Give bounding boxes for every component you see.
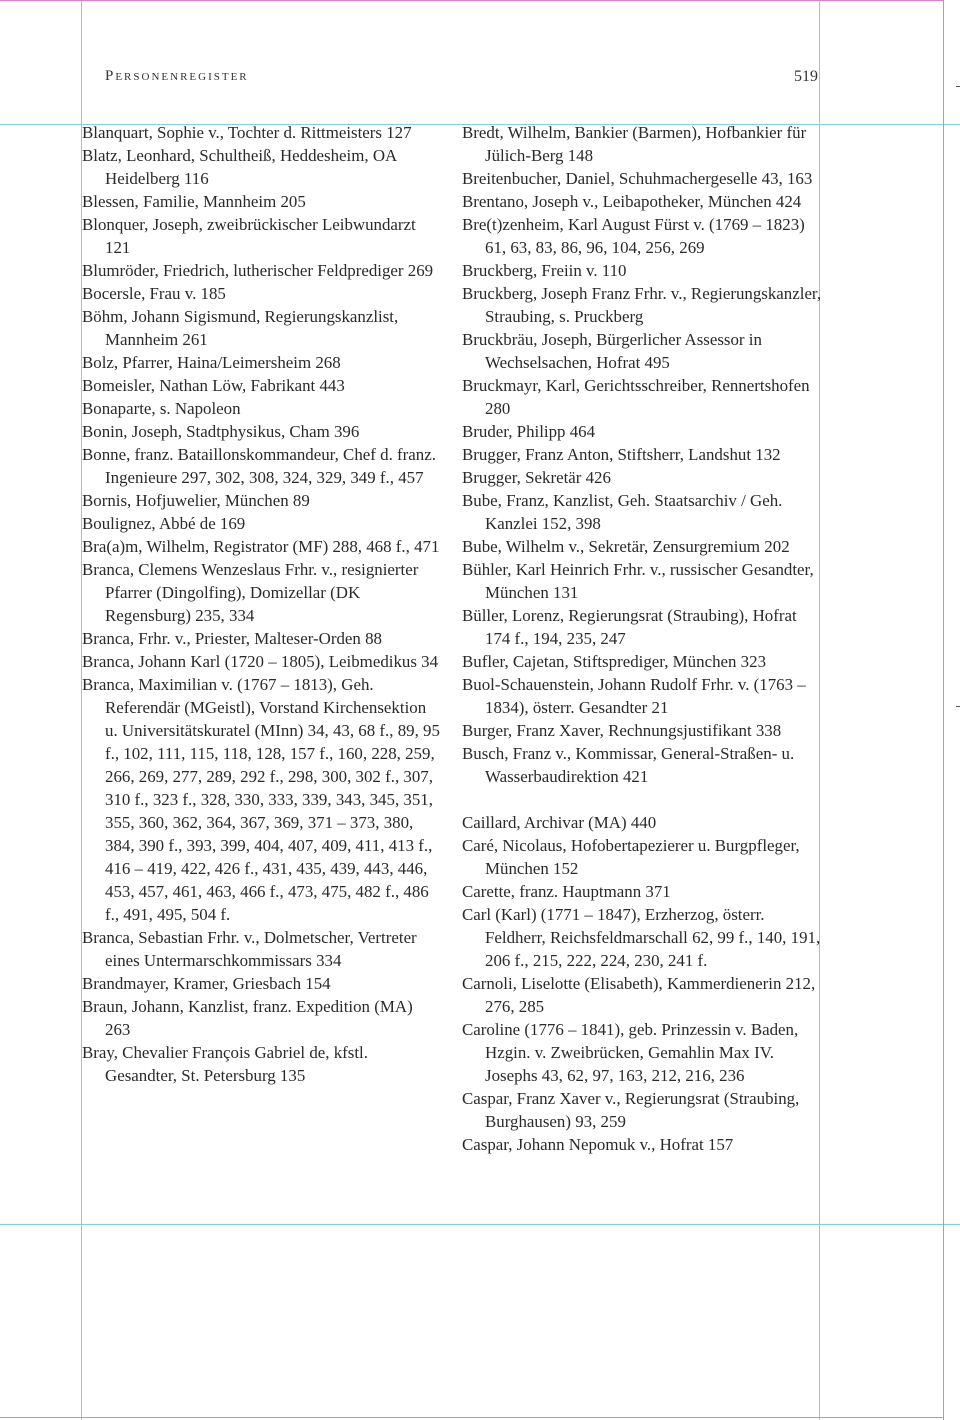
trim-line-top — [0, 0, 944, 1]
trim-line-right — [943, 0, 944, 1420]
index-entry: Carl (Karl) (1771 – 1847), Erzherzog, österr. Feldherr, Reichsfeldmarschall 62, 99 f., 140, 191, 206 f., 215, 222, 224, 230, 241 f. — [462, 905, 821, 970]
index-entry: Bufler, Cajetan, Stiftsprediger, München 323 — [462, 652, 767, 671]
index-entry: Bolz, Pfarrer, Haina/Leimersheim 268 — [82, 353, 341, 372]
index-entry: Breitenbucher, Daniel, Schuhmachergeselle 43, 163 — [462, 169, 813, 188]
index-entry: Bray, Chevalier François Gabriel de, kfstl. Gesandter, St. Petersburg 135 — [82, 1043, 368, 1085]
index-entry: Bre(t)zenheim, Karl August Fürst v. (1769 – 1823) 61, 63, 83, 86, 96, 104, 256, 269 — [462, 215, 805, 257]
index-entry: Caroline (1776 – 1841), geb. Prinzessin v. Baden, Hzgin. v. Zweibrücken, Gemahlin Max IV. Josephs 43, 62, 97, 163, 212, 216, 236 — [462, 1020, 799, 1085]
index-entry: Braun, Johann, Kanzlist, franz. Expedition (MA) 263 — [82, 997, 413, 1039]
index-entry: Brandmayer, Kramer, Griesbach 154 — [82, 974, 331, 993]
index-entry: Blessen, Familie, Mannheim 205 — [82, 192, 306, 211]
index-entry: Burger, Franz Xaver, Rechnungsjustifikant 338 — [462, 721, 782, 740]
index-entry: Carette, franz. Hauptmann 371 — [462, 882, 671, 901]
index-entry: Bruder, Philipp 464 — [462, 422, 596, 441]
index-entry: Branca, Johann Karl (1720 – 1805), Leibmedikus 34 — [82, 652, 439, 671]
index-entry: Bühler, Karl Heinrich Frhr. v., russischer Gesandter, München 131 — [462, 560, 814, 602]
index-entry: Brugger, Franz Anton, Stiftsherr, Landshut 132 — [462, 445, 781, 464]
crop-mark — [956, 86, 960, 87]
letter-section-gap — [462, 788, 822, 811]
index-entry: Blumröder, Friedrich, lutherischer Feldprediger 269 — [82, 261, 434, 280]
index-entry: Busch, Franz v., Kommissar, General-Straßen- u. Wasserbaudirektion 421 — [462, 744, 795, 786]
index-entry: Caré, Nicolaus, Hofobertapezierer u. Burgpfleger, München 152 — [462, 836, 800, 878]
index-entry: Boulignez, Abbé de 169 — [82, 514, 246, 533]
index-entry: Bruckmayr, Karl, Gerichtsschreiber, Rennertshofen 280 — [462, 376, 810, 418]
page-number: 519 — [794, 68, 818, 85]
index-entry: Branca, Sebastian Frhr. v., Dolmetscher, Vertreter eines Untermarschkommissars 334 — [82, 928, 417, 970]
index-entry: Bruckbräu, Joseph, Bürgerlicher Assessor in Wechselsachen, Hofrat 495 — [462, 330, 762, 372]
index-entry: Bornis, Hofjuwelier, München 89 — [82, 491, 310, 510]
index-entry: Büller, Lorenz, Regierungsrat (Straubing), Hofrat 174 f., 194, 235, 247 — [462, 606, 797, 648]
index-entry: Branca, Frhr. v., Priester, Malteser-Orden 88 — [82, 629, 382, 648]
index-entry: Blatz, Leonhard, Schultheiß, Heddesheim, OA Heidelberg 116 — [82, 146, 397, 188]
index-entry: Carnoli, Liselotte (Elisabeth), Kammerdienerin 212, 276, 285 — [462, 974, 816, 1016]
crop-mark — [956, 706, 960, 707]
index-entry: Caspar, Franz Xaver v., Regierungsrat (Straubing, Burghausen) 93, 259 — [462, 1089, 800, 1131]
index-entry: Caillard, Archivar (MA) 440 — [462, 813, 657, 832]
index-entry: Bocersle, Frau v. 185 — [82, 284, 226, 303]
index-entry: Bube, Franz, Kanzlist, Geh. Staatsarchiv / Geh. Kanzlei 152, 398 — [462, 491, 783, 533]
index-entry: Blanquart, Sophie v., Tochter d. Rittmeisters 127 — [82, 123, 412, 142]
index-entry: Bonne, franz. Bataillonskommandeur, Chef d. franz. Ingenieure 297, 302, 308, 324, 329, 349 f., 457 — [82, 445, 436, 487]
index-entry: Bruckberg, Freiin v. 110 — [462, 261, 627, 280]
index-entry: Bonaparte, s. Napoleon — [82, 399, 241, 418]
index-entry: Bomeisler, Nathan Löw, Fabrikant 443 — [82, 376, 345, 395]
index-entry: Blonquer, Joseph, zweibrückischer Leibwundarzt 121 — [82, 215, 416, 257]
index-entry: Bredt, Wilhelm, Bankier (Barmen), Hofbankier für Jülich-Berg 148 — [462, 123, 807, 165]
index-entry: Brentano, Joseph v., Leibapotheker, München 424 — [462, 192, 802, 211]
index-entry: Bonin, Joseph, Stadtphysikus, Cham 396 — [82, 422, 360, 441]
index-entry: Brugger, Sekretär 426 — [462, 468, 611, 487]
trim-line-bottom — [0, 1417, 944, 1418]
margin-guide-bottom — [0, 1224, 960, 1225]
index-entry: Buol-Schauenstein, Johann Rudolf Frhr. v. (1763 – 1834), österr. Gesandter 21 — [462, 675, 806, 717]
running-head: Personenregister — [105, 68, 249, 84]
index-entry: Branca, Clemens Wenzeslaus Frhr. v., resignierter Pfarrer (Dingolfing), Domizellar (DK Regensburg) 235, 334 — [82, 560, 419, 625]
index-column-right — [462, 121, 822, 1156]
index-entry: Bruckberg, Joseph Franz Frhr. v., Regierungskanzler, Straubing, s. Pruckberg — [462, 284, 822, 326]
index-entry: Bra(a)m, Wilhelm, Registrator (MF) 288, 468 f., 471 — [82, 537, 440, 556]
index-entry: Caspar, Johann Nepomuk v., Hofrat 157 — [462, 1135, 734, 1154]
index-entry: Bube, Wilhelm v., Sekretär, Zensurgremium 202 — [462, 537, 790, 556]
index-column-left — [82, 121, 442, 1087]
index-entry: Branca, Maximilian v. (1767 – 1813), Geh. Referendär (MGeistl), Vorstand Kirchensektion u. Universitätskuratel (MInn) 34, 43, 68 f., 89, 95 f., 102, 111, 115, 118, 128, 157 f., 160, 228, 259, 266, 269, 277, 289, 292 f., 298, 300, 302 f., 307, 310 f., 323 f., 328, 330, 333, 339, 343, 345, 351, 355, 360, 362, 364, 367, 369, 371 – 373, 380, 384, 390 f., 393, 399, 404, 407, 409, 411, 413 f., 416 – 419, 422, 426 f., 431, 435, 439, 443, 446, 453, 457, 461, 463, 466 f., 473, 475, 482 f., 486 f., 491, 495, 504 f. — [82, 675, 440, 924]
index-entry: Böhm, Johann Sigismund, Regierungskanzlist, Mannheim 261 — [82, 307, 399, 349]
